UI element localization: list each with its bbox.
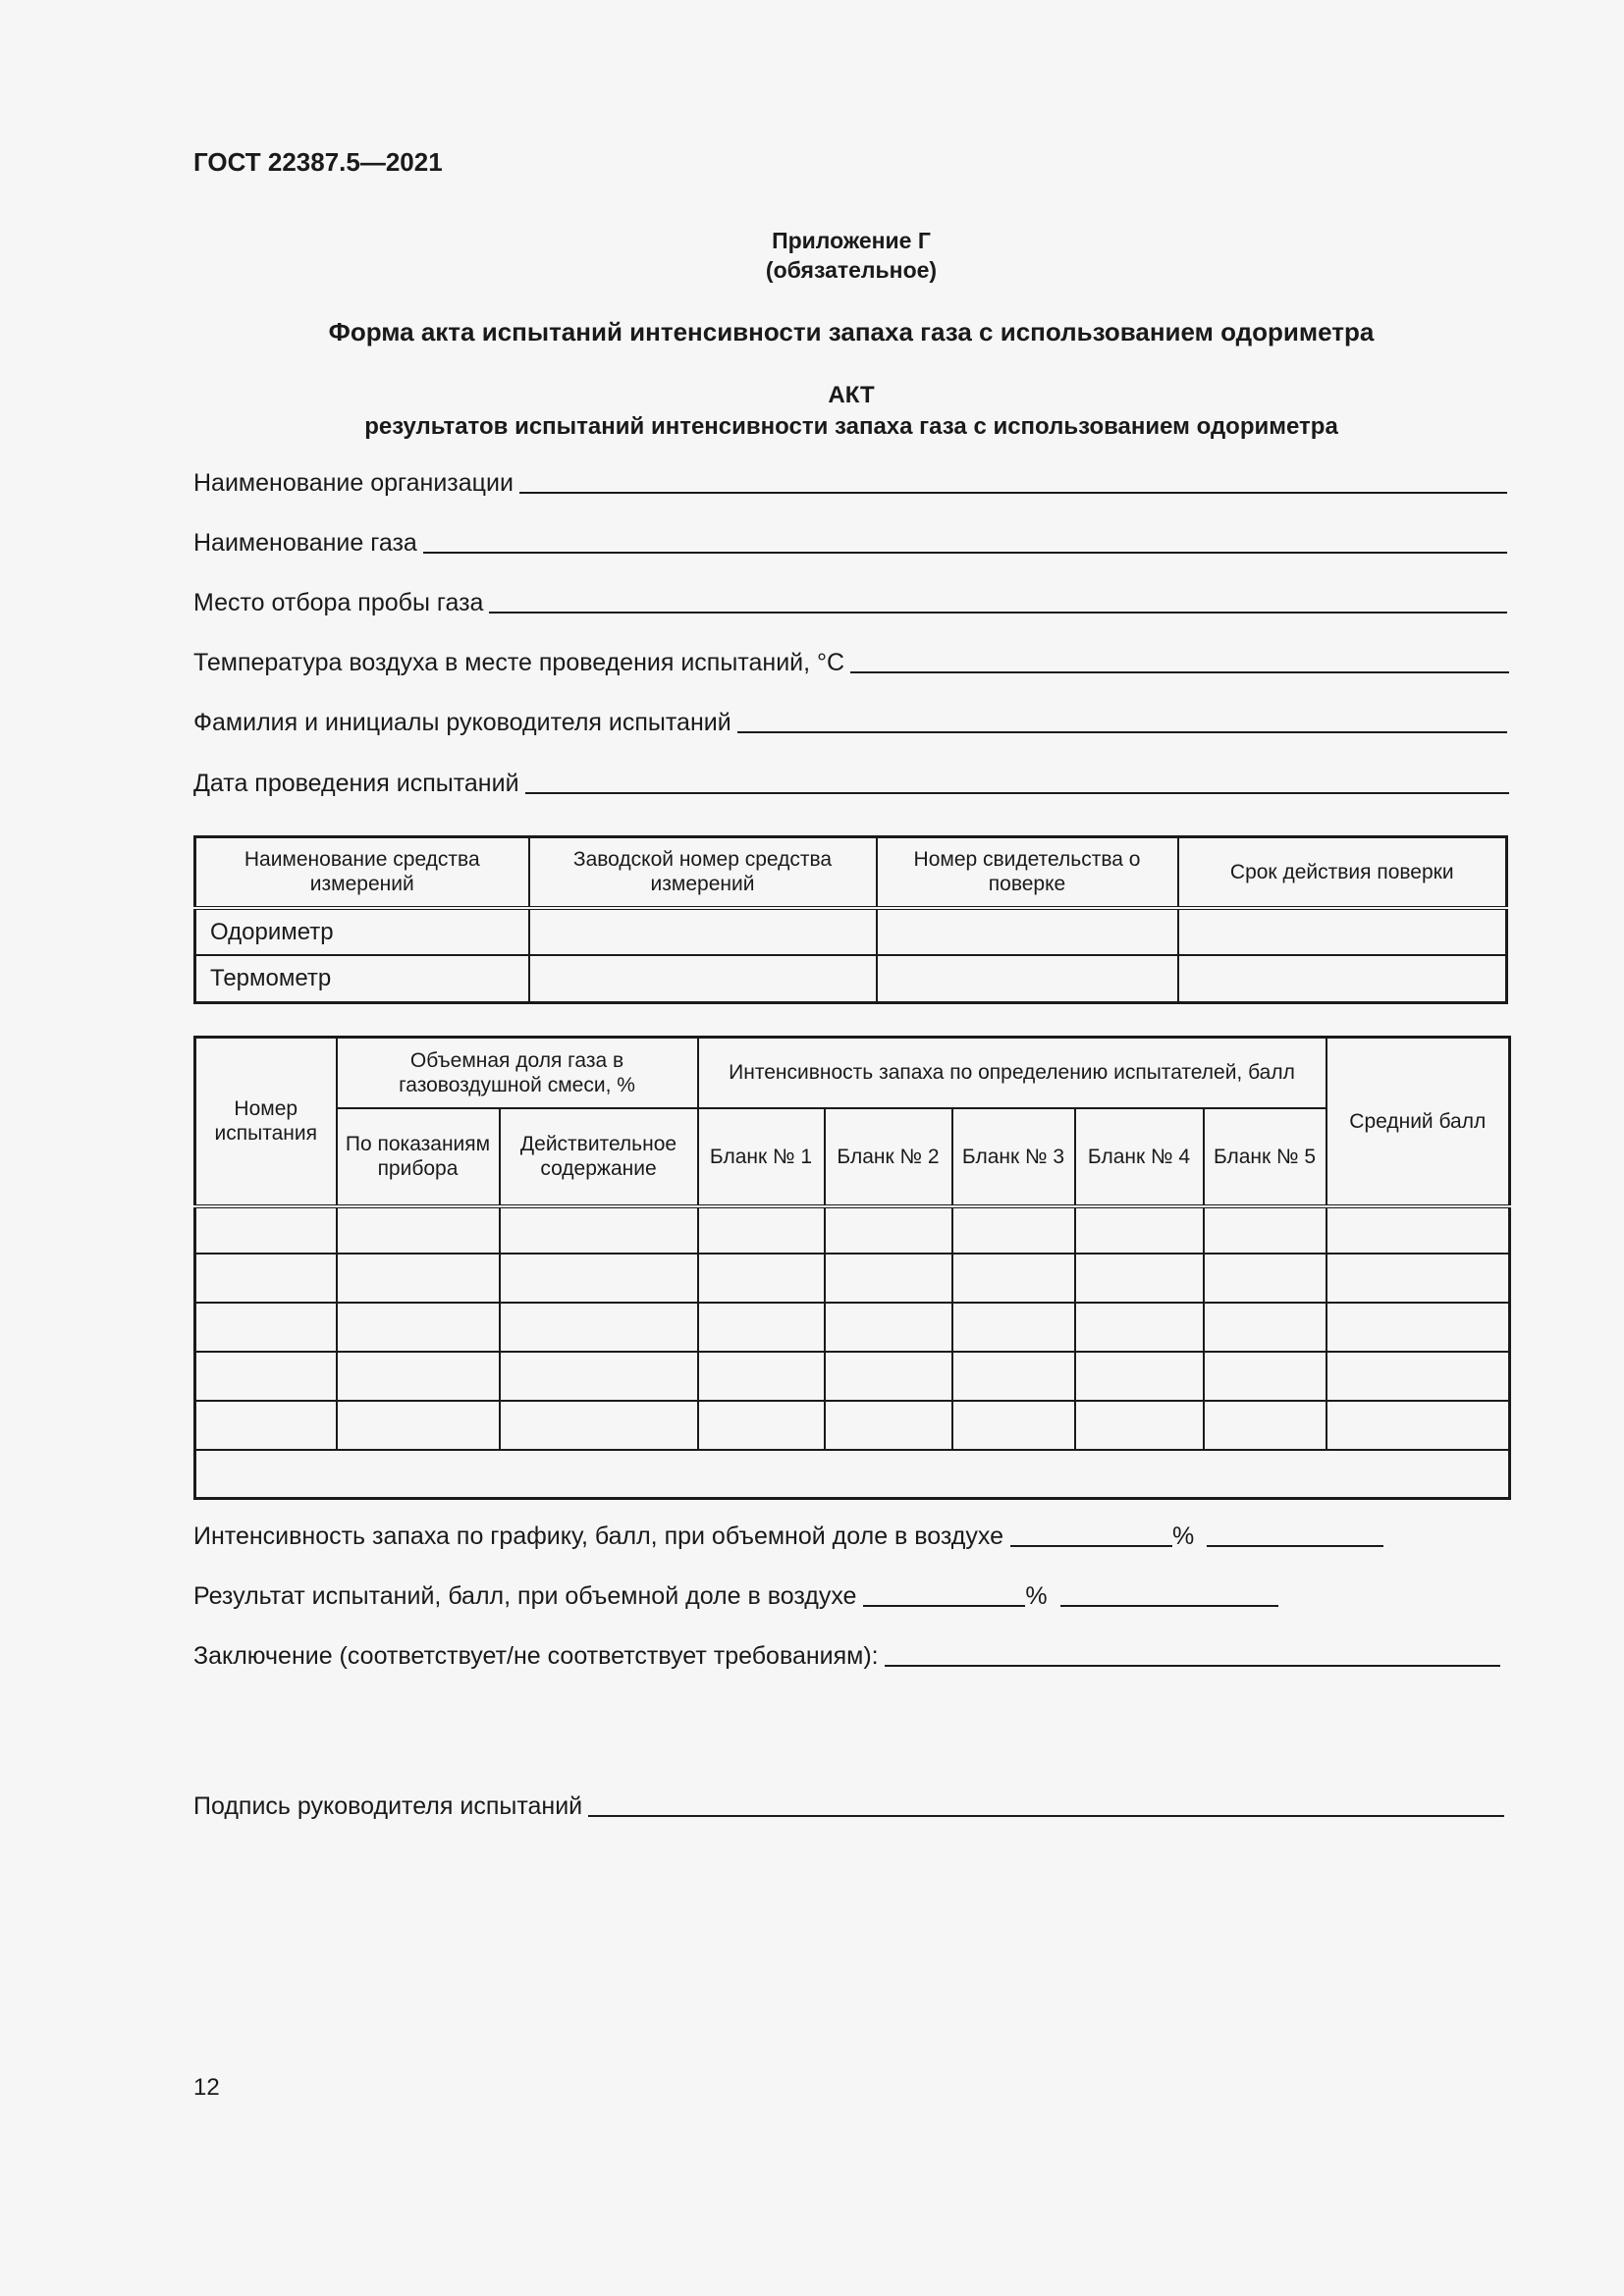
field-test-date[interactable] [193,770,1509,798]
field-air-temperature[interactable] [193,649,1509,677]
table-cell[interactable] [952,1206,1075,1254]
table-cell[interactable] [1326,1303,1510,1352]
table-cell[interactable] [529,955,877,1003]
col-header-blank-3: Бланк № 3 [952,1108,1075,1206]
conclusion-label: Заключение (соответствует/не соответствует требованиям): [193,1642,879,1670]
result-score-blank[interactable] [1060,1604,1278,1607]
table-cell[interactable] [698,1254,825,1303]
col-header-serial-number: Заводской номер средства измерений [529,837,877,908]
table-cell[interactable] [952,1352,1075,1401]
percent-sign: % [1025,1582,1048,1610]
table-cell[interactable] [1204,1206,1326,1254]
act-subtitle: результатов испытаний интенсивности запаха газа с использованием одориметра [364,413,1338,440]
table-cell[interactable] [337,1254,500,1303]
table-header-row [195,837,1507,908]
table-cell[interactable] [500,1352,698,1401]
table-cell[interactable] [1075,1206,1204,1254]
table-cell[interactable] [337,1352,500,1401]
percent-sign: % [1171,1522,1195,1550]
field-label: Наименование газа [193,529,417,557]
table-cell[interactable] [877,955,1178,1003]
field-label: Фамилия и инициалы руководителя испытаний [193,709,731,736]
appendix-heading [0,226,1624,285]
appendix-type: (обязательное) [765,257,938,283]
appendix-title: Приложение Г [772,228,931,253]
table-row [195,908,1507,955]
field-organization[interactable] [193,469,1507,498]
table-cell[interactable] [1075,1401,1204,1450]
results-table [193,1036,1511,1500]
table-cell[interactable] [1326,1254,1510,1303]
col-header-by-instrument: По показаниям прибора [337,1108,500,1206]
col-header-certificate-number: Номер свидетельства о поверке [877,837,1178,908]
table-cell-wide[interactable] [195,1450,1510,1499]
col-header-test-number: Номер испытания [195,1038,337,1206]
table-cell[interactable] [1326,1401,1510,1450]
table-cell[interactable] [1204,1352,1326,1401]
table-cell[interactable] [337,1303,500,1352]
table-cell[interactable] [195,1254,337,1303]
field-label: Дата проведения испытаний [193,770,519,797]
table-cell[interactable] [825,1401,952,1450]
col-header-volume-fraction: Объемная доля газа в газовоздушной смеси, % [337,1038,698,1108]
volume-fraction-blank[interactable] [1010,1544,1172,1547]
field-gas-name[interactable] [193,529,1507,558]
col-header-instrument-name: Наименование средства измерений [195,837,529,908]
intensity-graph-label: Интенсивность запаха по графику, балл, при объемной доле в воздухе [193,1522,1004,1550]
field-label: Наименование организации [193,469,514,497]
field-line[interactable] [588,1814,1504,1817]
table-cell[interactable] [825,1206,952,1254]
table-cell[interactable] [500,1401,698,1450]
table-cell[interactable] [195,1401,337,1450]
table-row [195,1303,1510,1352]
table-row [195,1206,1510,1254]
col-header-blank-1: Бланк № 1 [698,1108,825,1206]
field-label: Место отбора пробы газа [193,589,484,616]
col-header-blank-2: Бланк № 2 [825,1108,952,1206]
table-cell[interactable] [825,1303,952,1352]
signature-line[interactable] [193,1792,1504,1821]
table-cell[interactable] [952,1254,1075,1303]
instrument-name: Термометр [195,955,529,1003]
table-row [195,1254,1510,1303]
col-header-average-score: Средний балл [1326,1038,1510,1206]
table-cell[interactable] [825,1254,952,1303]
intensity-score-blank[interactable] [1207,1544,1383,1547]
table-cell[interactable] [952,1303,1075,1352]
table-row [195,1352,1510,1401]
table-cell[interactable] [825,1352,952,1401]
intensity-graph-line [193,1522,1383,1551]
instruments-table [193,835,1508,1004]
field-sampling-place[interactable] [193,589,1507,617]
table-cell[interactable] [1204,1401,1326,1450]
act-heading [0,380,1624,443]
table-cell[interactable] [698,1206,825,1254]
table-row [195,1401,1510,1450]
field-line[interactable] [525,791,1509,794]
table-cell[interactable] [877,908,1178,955]
conclusion-line[interactable] [193,1642,1500,1671]
col-header-verification-validity: Срок действия поверки [1178,837,1507,908]
field-label: Температура воздуха в месте проведения испытаний, °С [193,649,845,676]
table-cell[interactable] [1075,1303,1204,1352]
table-cell[interactable] [698,1303,825,1352]
table-header-row [195,1038,1510,1108]
table-cell[interactable] [337,1401,500,1450]
table-cell[interactable] [529,908,877,955]
instrument-name: Одориметр [195,908,529,955]
table-cell[interactable] [1178,908,1507,955]
table-cell[interactable] [1326,1206,1510,1254]
table-cell[interactable] [1204,1254,1326,1303]
result-volume-fraction-blank[interactable] [863,1604,1025,1607]
table-row-merged [195,1450,1510,1499]
signature-label: Подпись руководителя испытаний [193,1792,583,1820]
col-header-blank-5: Бланк № 5 [1204,1108,1326,1206]
standard-number: ГОСТ 22387.5—2021 [193,147,443,177]
table-cell[interactable] [1075,1254,1204,1303]
table-row [195,955,1507,1003]
table-cell[interactable] [1326,1352,1510,1401]
field-test-leader[interactable] [193,709,1507,737]
act-title: АКТ [828,382,875,408]
field-line[interactable] [850,670,1509,673]
col-header-actual-content: Действительное содержание [500,1108,698,1206]
field-line[interactable] [423,551,1507,554]
table-cell[interactable] [952,1401,1075,1450]
field-line[interactable] [519,491,1507,494]
field-line[interactable] [489,611,1507,614]
table-cell[interactable] [1204,1303,1326,1352]
col-header-blank-4: Бланк № 4 [1075,1108,1204,1206]
page-number: 12 [193,2074,220,2101]
col-header-odor-intensity: Интенсивность запаха по определению испытателей, балл [698,1038,1326,1108]
form-title: Форма акта испытаний интенсивности запаха газа с использованием одориметра [328,317,1375,347]
table-cell[interactable] [500,1254,698,1303]
table-cell[interactable] [195,1352,337,1401]
table-cell[interactable] [500,1206,698,1254]
table-cell[interactable] [698,1401,825,1450]
field-line[interactable] [885,1664,1500,1667]
table-cell[interactable] [195,1303,337,1352]
field-line[interactable] [737,730,1507,733]
table-cell[interactable] [698,1352,825,1401]
table-cell[interactable] [337,1206,500,1254]
test-result-line [193,1582,1278,1611]
table-cell[interactable] [500,1303,698,1352]
table-subheader-row [195,1108,1510,1206]
table-cell[interactable] [1075,1352,1204,1401]
test-result-label: Результат испытаний, балл, при объемной доле в воздухе [193,1582,857,1610]
table-cell[interactable] [1178,955,1507,1003]
table-cell[interactable] [195,1206,337,1254]
